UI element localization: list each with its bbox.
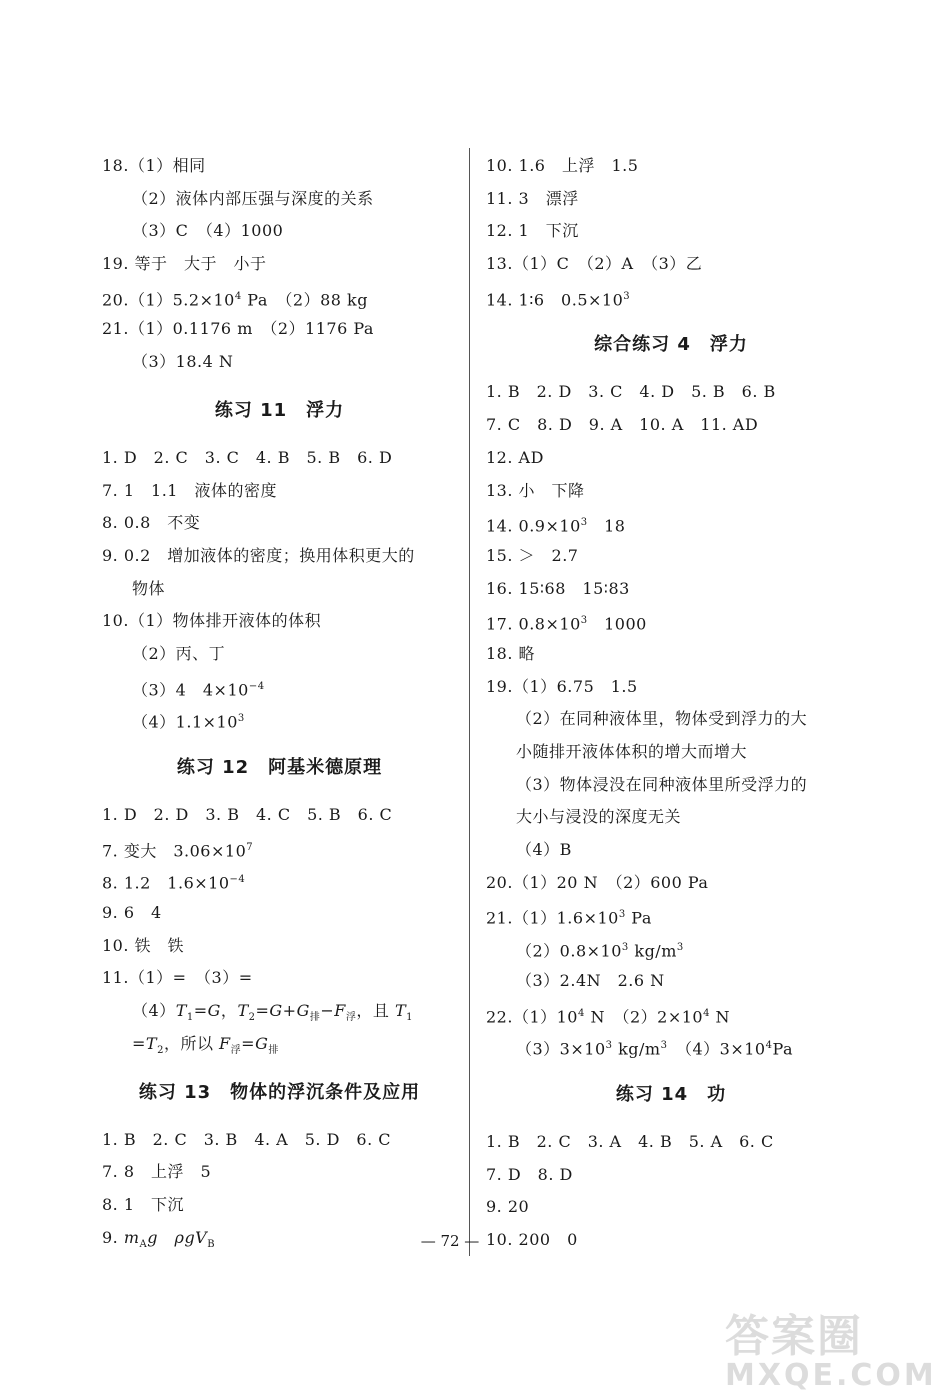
answer-line: 1. B 2. C 3. B 4. A 5. D 6. C bbox=[102, 1129, 391, 1149]
right-column bbox=[486, 150, 856, 1257]
section-heading: 练习 14 功 bbox=[615, 1083, 727, 1105]
answer-line: 15. ＞ 2.7 bbox=[486, 545, 579, 565]
answer-line: （3）18.4 N bbox=[132, 352, 234, 372]
answer-line: （2）液体内部压强与深度的关系 bbox=[132, 188, 374, 208]
answer-line: 小随排开液体体积的增大而增大 bbox=[516, 742, 748, 761]
answer-line: $22.(1)10^4$ N $(2)2\times 10^4$ N bbox=[486, 1006, 731, 1026]
answer-line: $(4)1.1\times 10^3$ bbox=[132, 712, 245, 732]
answer-line: 7. D 8. D bbox=[486, 1164, 573, 1184]
answer-line: 7. 变大 $3.06\times 10^7$ bbox=[102, 841, 254, 861]
answer-line: $20.(1)5.2\times 10^4$ Pa （2）88 kg bbox=[102, 290, 368, 310]
answer-line: 11. 3 漂浮 bbox=[486, 188, 579, 208]
answer-line: 12. AD bbox=[486, 447, 544, 467]
answer-line: （4）B bbox=[516, 840, 572, 860]
watermark-site: MXQE.COM bbox=[725, 1358, 937, 1393]
answer-line: 物体 bbox=[132, 578, 166, 598]
answer-line: （2）丙、丁 bbox=[132, 643, 226, 663]
answer-line: 1. B 2. C 3. A 4. B 5. A 6. C bbox=[486, 1131, 774, 1151]
page-number: — 72 — bbox=[420, 1232, 480, 1250]
answer-line: 1. D 2. C 3. C 4. B 5. B 6. D bbox=[102, 447, 393, 467]
answer-line: 8. 0.8 不变 bbox=[102, 513, 201, 533]
answer-line: $(3)3\times 10^3$ $kg/m^3$ $(4)3\times 10^4Pa$ bbox=[516, 1039, 794, 1059]
answer-line: 12. 1 下沉 bbox=[486, 221, 579, 241]
section-heading: 综合练习 4 浮力 bbox=[594, 334, 748, 356]
answer-line: 1. B 2. D 3. C 4. D 5. B 6. B bbox=[486, 382, 776, 402]
answer-line: 20.（1）20 N （2）600 Pa bbox=[486, 872, 709, 892]
answer-line: 14. $0.9\times 10^3$ 18 bbox=[486, 516, 626, 536]
answer-line: 8. 1.2 $1.6\times 10^{-4}$ bbox=[102, 873, 246, 893]
answer-line: 7. C 8. D 9. A 10. A 11. AD bbox=[486, 415, 759, 435]
answer-line: $=T_2$，所以 $F_浮=G_排$ bbox=[132, 1033, 279, 1056]
watermark-text: 答案圈 bbox=[725, 1311, 863, 1362]
answer-line: （3）4 $4\times 10^{-4}$ bbox=[132, 679, 265, 699]
answer-line: 9. 20 bbox=[486, 1197, 530, 1217]
answer-line: 13. 小 下降 bbox=[486, 480, 585, 500]
left-column bbox=[102, 150, 457, 1254]
answer-line: 13.（1）C （2）A （3）乙 bbox=[486, 254, 703, 274]
answer-line: 11.（1）= （3）= bbox=[102, 968, 253, 988]
answer-line: 9. 0.2 增加液体的密度；换用体积更大的 bbox=[102, 545, 415, 565]
answer-line: 10. 铁 铁 bbox=[102, 935, 185, 955]
answer-line: 7. 8 上浮 5 bbox=[102, 1162, 212, 1182]
answer-line: 18. 略 bbox=[486, 643, 536, 663]
answer-line: 19. 等于 大于 小于 bbox=[102, 254, 267, 274]
answer-line: 10. 1.6 上浮 1.5 bbox=[486, 156, 639, 175]
section-heading: 练习 13 物体的浮沉条件及应用 bbox=[138, 1081, 421, 1103]
answer-line: 大小与浸没的深度无关 bbox=[516, 807, 682, 827]
answer-line: 1. D 2. D 3. B 4. C 5. B 6. C bbox=[102, 805, 393, 824]
answer-line: 16. 15∶68 15∶83 bbox=[486, 578, 630, 598]
answer-line: 17. $0.8\times 10^3$ 1000 bbox=[486, 614, 647, 634]
answer-line: 10.（1）物体排开液体的体积 bbox=[102, 611, 322, 631]
answer-line: 14. 1∶6 $0.5\times 10^3$ bbox=[486, 290, 631, 310]
answer-line: 9. $m_Ag$ ρgV$_B$ bbox=[102, 1227, 216, 1250]
answer-line: $(4)T_1=G$，$T_2=G+G_排-F_浮$，且 $T_1$ bbox=[132, 1001, 414, 1024]
answer-line: （3）2.4N 2.6 N bbox=[516, 970, 665, 990]
answer-line: 19.（1）6.75 1.5 bbox=[486, 676, 638, 696]
section-heading: 练习 12 阿基米德原理 bbox=[176, 757, 383, 778]
answer-line: 18.（1）相同 bbox=[102, 156, 206, 175]
answer-line: 9. 6 4 bbox=[102, 903, 162, 923]
answer-line: 10. 200 0 bbox=[486, 1229, 578, 1249]
answer-line: $(2)0.8\times 10^3$ $kg/m^3$ bbox=[516, 941, 684, 961]
answer-line: 21.（1）0.1176 m （2）1176 Pa bbox=[102, 319, 374, 339]
answer-line: （2）在同种液体里，物体受到浮力的大 bbox=[516, 709, 808, 729]
answer-line: 7. 1 1.1 液体的密度 bbox=[102, 480, 277, 500]
column-divider bbox=[469, 148, 470, 1256]
answer-line: （3）物体浸没在同种液体里所受浮力的 bbox=[516, 774, 808, 794]
answer-line: $21.(1)1.6\times 10^3$ Pa bbox=[486, 908, 652, 928]
answer-line: （3）C （4）1000 bbox=[132, 221, 284, 241]
section-heading: 练习 11 浮力 bbox=[214, 399, 345, 421]
watermark-logo bbox=[725, 1300, 937, 1393]
answer-line: 8. 1 下沉 bbox=[102, 1194, 185, 1214]
